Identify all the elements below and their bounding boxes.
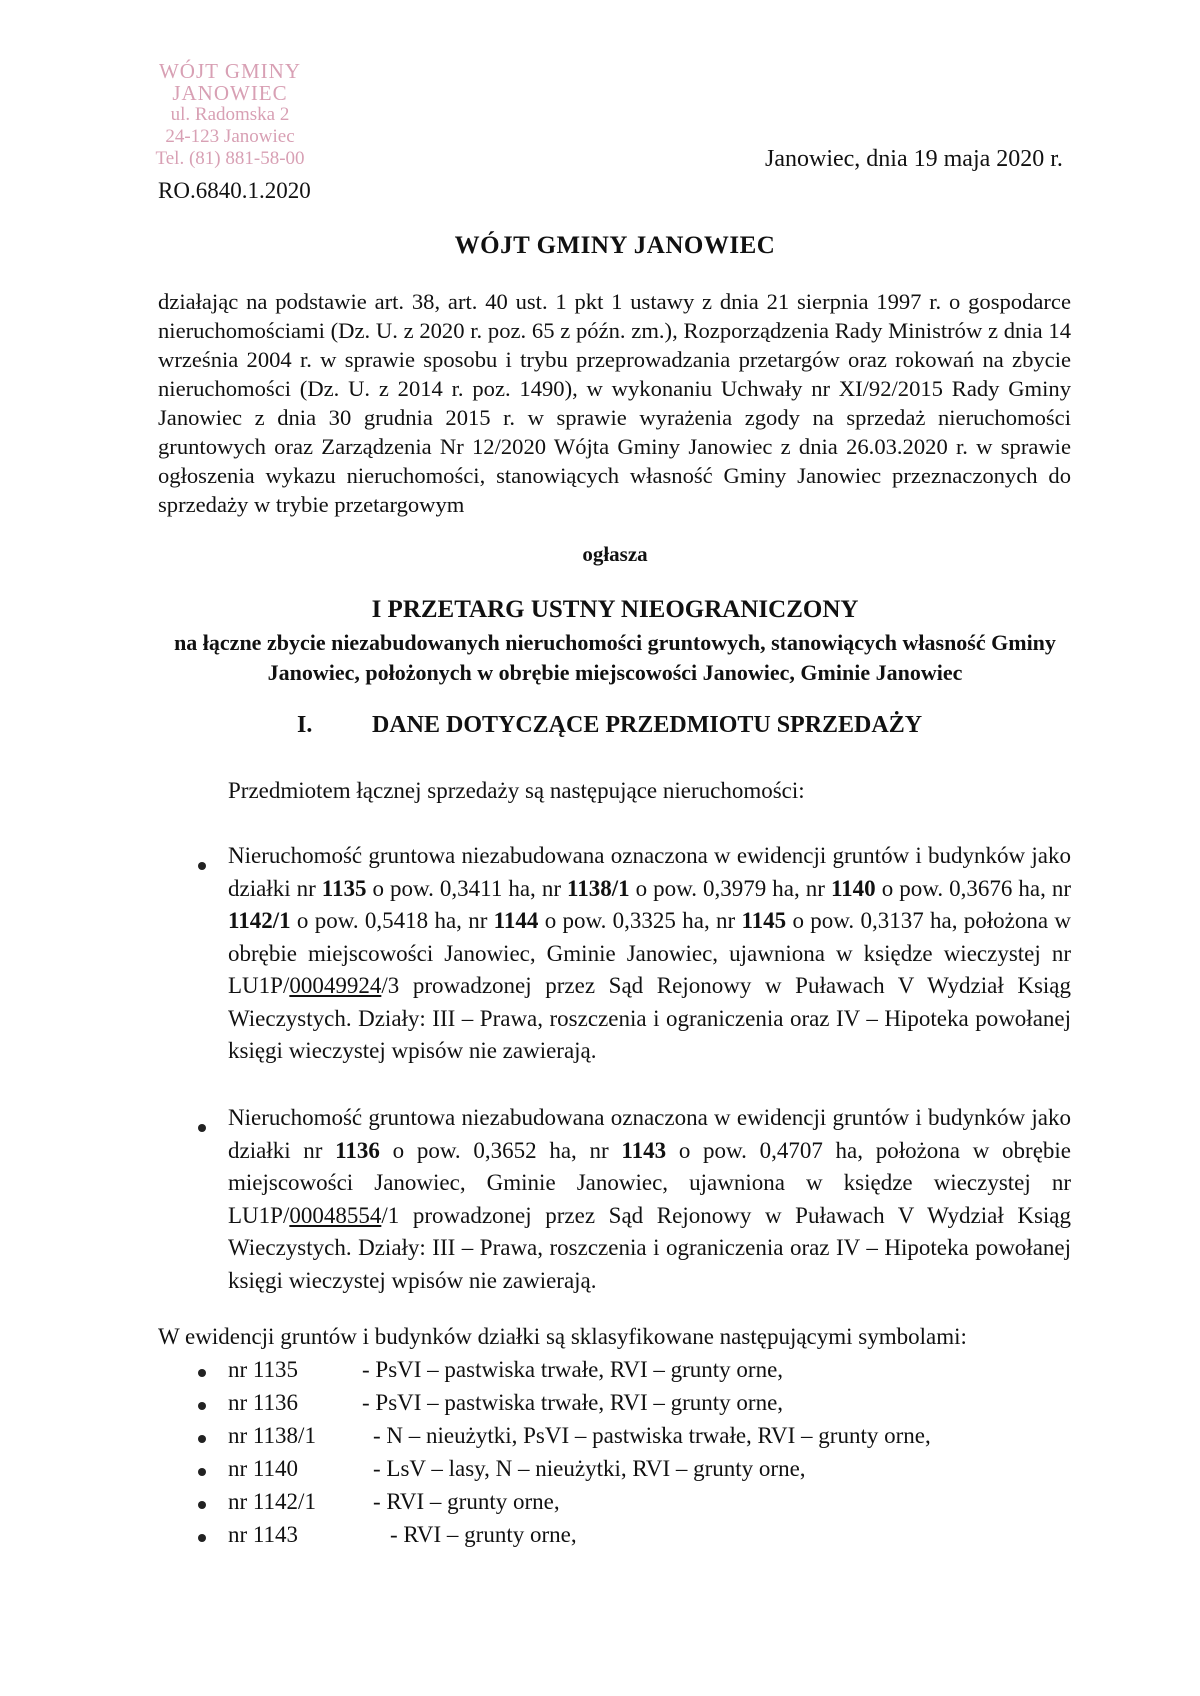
parcel-number: nr 1136 — [228, 1390, 299, 1415]
bullet-icon — [198, 1468, 206, 1476]
bullet-icon — [198, 1501, 206, 1509]
bullet-icon — [198, 1534, 206, 1542]
stamp-line-3: 24-123 Janowiec — [165, 126, 295, 147]
parcel-number: nr 1143 — [228, 1522, 299, 1547]
stamp-line-2: ul. Radomska 2 — [170, 104, 290, 125]
section-title: DANE DOTYCZĄCE PRZEDMIOTU SPRZEDAŻY — [372, 712, 923, 738]
tender-subtitle: na łączne zbycie niezabudowanych nieruchomości gruntowych, stanowiących własność Gminy Janowiec, położonych w obrębie miejscowości Janowiec, Gminie Janowiec — [174, 630, 1056, 685]
parcel-symbols: - LsV – lasy, N – nieużytki, RVI – grunty orne, — [373, 1456, 806, 1481]
legal-basis-paragraph: działając na podstawie art. 38, art. 40 ust. 1 pkt 1 ustawy z dnia 21 sierpnia 1997 r. o gospodarce nieruchomościami (Dz. U. z 2020 r. poz. 65 z późn. zm.), Rozporządzenia Rady Ministrów z dnia 14 września 2004 r. w sprawie sposobu i trybu przeprowadzania przetargów oraz rokowań na zbycie nieruchomości (Dz. U. z 2014 r. poz. 1490), w wykonaniu Uchwały nr XI/92/2015 Rady Gminy Janowiec z dnia 30 grudnia 2015 r. w sprawie wyrażenia zgody na sprzedaż nieruchomości gruntowych oraz Zarządzenia Nr 12/2020 Wójta Gminy Janowiec z dnia 26.03.2020 r. w sprawie ogłoszenia wykazu nieruchomości, stanowiących własność Gminy Janowiec przeznaczonych do sprzedaży w trybie przetargowym — [158, 289, 1071, 517]
classification-intro: W ewidencji gruntów i budynków działki są sklasyfikowane następującymi symbolami: — [158, 1324, 967, 1349]
bullet-icon — [198, 862, 206, 870]
section-intro: Przedmiotem łącznej sprzedaży są następujące nieruchomości: — [228, 778, 805, 803]
parcel-number: nr 1135 — [228, 1357, 299, 1382]
bullet-icon — [198, 1435, 206, 1443]
bullet-icon — [198, 1402, 206, 1410]
parcel-symbols: - PsVI – pastwiska trwałe, RVI – grunty orne, — [362, 1357, 784, 1382]
bullet-icon — [198, 1369, 206, 1377]
office-stamp — [100, 60, 360, 170]
document-date: Janowiec, dnia 19 maja 2020 r. — [765, 146, 1063, 172]
parcel-number: nr 1142/1 — [228, 1489, 316, 1514]
tender-title: I PRZETARG USTNY NIEOGRANICZONY — [371, 596, 859, 623]
bullet-icon — [198, 1124, 206, 1132]
property-description-1: Nieruchomość gruntowa niezabudowana oznaczona w ewidencji gruntów i budynków jako działki nr 1135 o pow. 0,3411 ha, nr 1138/1 o pow. 0,3979 ha, nr 1140 o pow. 0,3676 ha, nr 1142/1 o pow. 0,5418 ha, nr 1144 o pow. 0,3325 ha, nr 1145 o pow. 0,3137 ha, położona w obrębie miejscowości Janowiec, Gminie Janowiec, ujawniona w księdze wieczystej nr LU1P/00049924/3 prowadzonej przez Sąd Rejonowy w Puławach V Wydział Ksiąg Wieczystych. Działy: III – Prawa, roszczenia i ograniczenia oraz IV – Hipoteka powołanej księgi wieczystej wpisów nie zawierają. — [228, 843, 1071, 1063]
property-description-2: Nieruchomość gruntowa niezabudowana oznaczona w ewidencji gruntów i budynków jako działki nr 1136 o pow. 0,3652 ha, nr 1143 o pow. 0,4707 ha, położona w obrębie miejscowości Janowiec, Gminie Janowiec, ujawniona w księdze wieczystej nr LU1P/00048554/1 prowadzonej przez Sąd Rejonowy w Puławach V Wydział Ksiąg Wieczystych. Działy: III – Prawa, roszczenia i ograniczenia oraz IV – Hipoteka powołanej księgi wieczystej wpisów nie zawierają. — [228, 1105, 1072, 1293]
parcel-symbols: - PsVI – pastwiska trwałe, RVI – grunty orne, — [362, 1390, 784, 1415]
parcel-symbols: - RVI – grunty orne, — [390, 1522, 577, 1547]
parcel-symbols: - RVI – grunty orne, — [373, 1489, 560, 1514]
section-number: I. — [297, 712, 313, 738]
announce-word: ogłasza — [582, 542, 648, 566]
document-title: WÓJT GMINY JANOWIEC — [454, 232, 776, 259]
parcel-number: nr 1140 — [228, 1456, 299, 1481]
stamp-line-1: WÓJT GMINY JANOWIEC — [158, 59, 302, 105]
parcel-number: nr 1138/1 — [228, 1423, 316, 1448]
parcel-symbols: - N – nieużytki, PsVI – pastwiska trwałe, RVI – grunty orne, — [373, 1423, 931, 1448]
stamp-line-4: Tel. (81) 881-58-00 — [155, 148, 305, 169]
reference-number: RO.6840.1.2020 — [158, 178, 311, 203]
